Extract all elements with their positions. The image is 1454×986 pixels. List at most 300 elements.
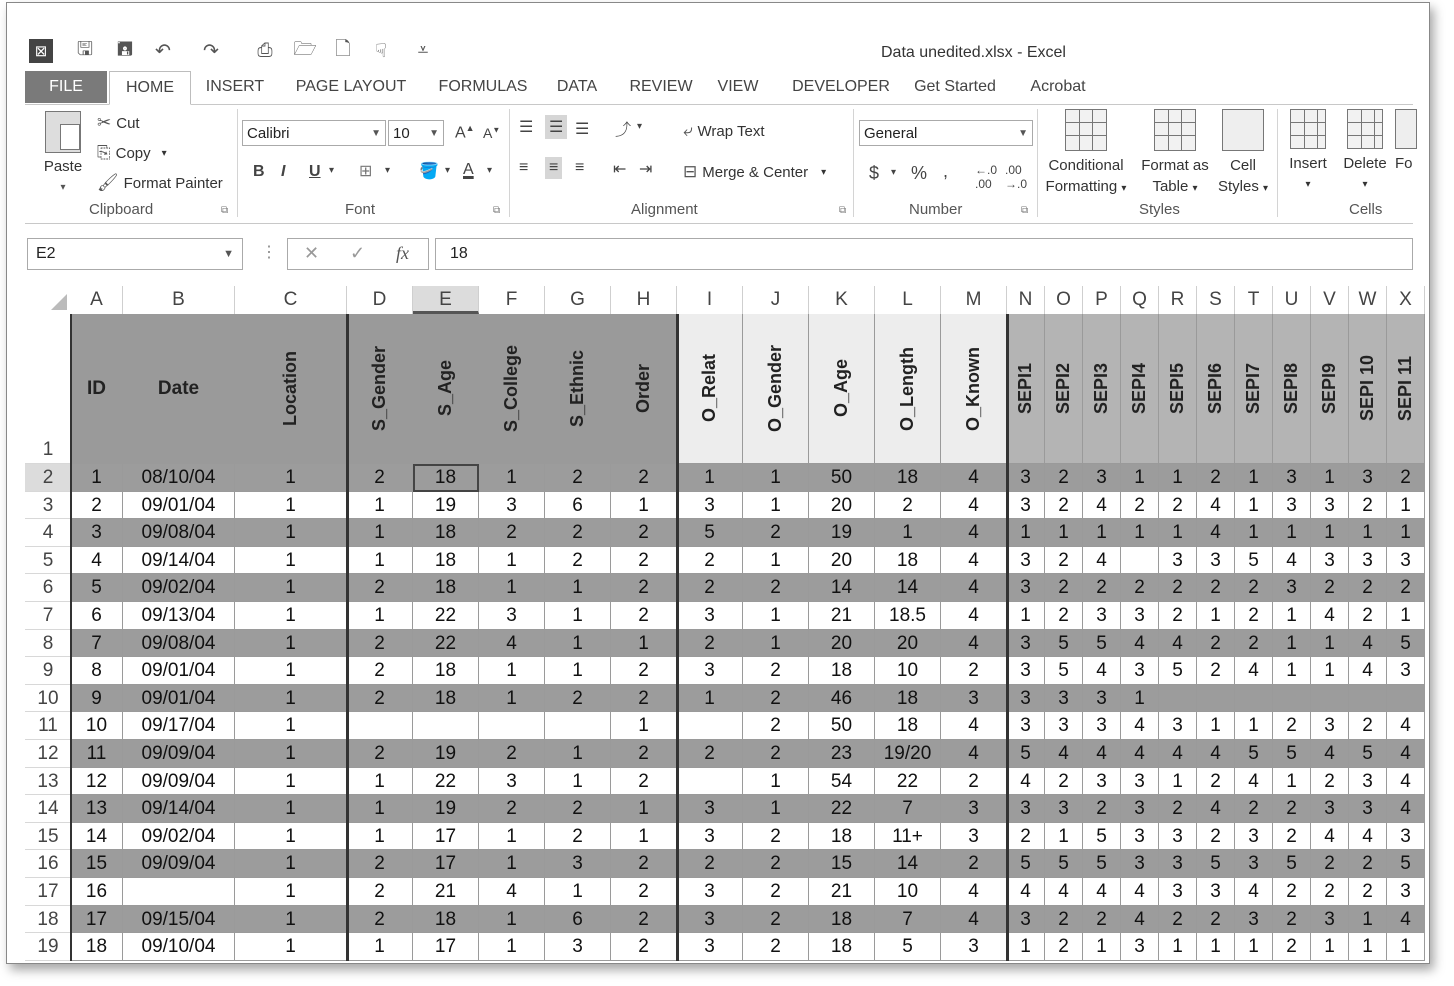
data-cell[interactable]: 4 xyxy=(1121,878,1159,906)
data-cell[interactable]: 2 xyxy=(1235,602,1273,630)
data-cell[interactable]: 2 xyxy=(1311,878,1349,906)
data-cell[interactable]: 1 xyxy=(1273,630,1311,658)
data-cell[interactable]: 50 xyxy=(809,464,875,492)
data-cell[interactable] xyxy=(545,712,611,740)
data-cell[interactable]: 4 xyxy=(479,630,545,658)
font-color-icon[interactable]: A xyxy=(463,161,474,178)
data-cell[interactable]: 2 xyxy=(479,519,545,547)
data-cell[interactable]: 6 xyxy=(545,492,611,520)
borders-icon[interactable]: ⊞ xyxy=(359,163,373,180)
data-cell[interactable]: 1 xyxy=(347,823,413,851)
data-cell[interactable]: 2 xyxy=(545,685,611,713)
data-cell[interactable]: 1 xyxy=(235,547,347,575)
data-cell[interactable]: 1 xyxy=(347,519,413,547)
data-cell[interactable]: 1 xyxy=(545,878,611,906)
data-cell[interactable]: 2 xyxy=(1121,492,1159,520)
data-cell[interactable]: 2 xyxy=(1349,492,1387,520)
header-cell[interactable] xyxy=(123,314,235,464)
data-cell[interactable] xyxy=(1387,685,1425,713)
data-cell[interactable]: 2 xyxy=(1387,574,1425,602)
data-cell[interactable]: 2 xyxy=(743,878,809,906)
header-cell[interactable] xyxy=(941,314,1007,464)
conditional-formatting-button[interactable]: Conditional Formatting ▾ xyxy=(1041,109,1131,199)
data-cell[interactable]: 3 xyxy=(677,602,743,630)
header-cell[interactable] xyxy=(235,314,347,464)
data-cell[interactable]: 3 xyxy=(479,602,545,630)
touch-mode-icon[interactable]: ☟ xyxy=(375,40,387,62)
row-header-16[interactable]: 16 xyxy=(25,850,71,878)
increase-indent-icon[interactable]: ⇥ xyxy=(639,161,653,178)
data-cell[interactable]: 4 xyxy=(941,630,1007,658)
tab-acrobat[interactable]: Acrobat xyxy=(1030,78,1086,95)
row-header-17[interactable]: 17 xyxy=(25,878,71,906)
column-header-s[interactable]: S xyxy=(1197,286,1235,314)
data-cell[interactable]: 3 xyxy=(1007,712,1045,740)
select-all-corner[interactable] xyxy=(25,286,71,314)
data-cell[interactable]: 18 xyxy=(809,933,875,961)
data-cell[interactable]: 2 xyxy=(1273,823,1311,851)
data-cell[interactable]: 1 xyxy=(479,574,545,602)
data-cell[interactable]: 20 xyxy=(809,492,875,520)
data-cell[interactable]: 4 xyxy=(1121,906,1159,934)
data-cell[interactable]: 2 xyxy=(1197,657,1235,685)
data-cell[interactable]: 15 xyxy=(809,850,875,878)
data-cell[interactable]: 21 xyxy=(809,602,875,630)
data-cell[interactable]: 4 xyxy=(1311,740,1349,768)
data-cell[interactable]: 2 xyxy=(677,740,743,768)
header-cell[interactable] xyxy=(875,314,941,464)
clipboard-launcher-icon[interactable]: ⧉ xyxy=(221,205,229,216)
fill-color-icon[interactable]: 🪣 xyxy=(419,163,439,180)
data-cell[interactable] xyxy=(677,712,743,740)
data-cell[interactable]: 18 xyxy=(809,657,875,685)
data-cell[interactable]: 2 xyxy=(611,933,677,961)
data-cell[interactable]: 2 xyxy=(1311,850,1349,878)
data-cell[interactable]: 1 xyxy=(1311,630,1349,658)
column-header-c[interactable]: C xyxy=(235,286,347,314)
data-cell[interactable]: 3 xyxy=(1197,547,1235,575)
column-header-k[interactable]: K xyxy=(809,286,875,314)
data-cell[interactable]: 09/09/04 xyxy=(123,740,235,768)
data-cell[interactable]: 19/20 xyxy=(875,740,941,768)
data-cell[interactable]: 4 xyxy=(1235,768,1273,796)
data-cell[interactable]: 1 xyxy=(1121,519,1159,547)
data-cell[interactable]: 1 xyxy=(1273,519,1311,547)
data-cell[interactable] xyxy=(1121,547,1159,575)
data-cell[interactable]: 3 xyxy=(1007,464,1045,492)
data-cell[interactable]: 4 xyxy=(1349,823,1387,851)
currency-dropdown-icon[interactable]: ▾ xyxy=(891,167,897,178)
data-cell[interactable]: 3 xyxy=(1387,657,1425,685)
data-cell[interactable]: 1 xyxy=(235,492,347,520)
column-header-n[interactable]: N xyxy=(1007,286,1045,314)
data-cell[interactable]: 5 xyxy=(875,933,941,961)
data-cell[interactable]: 2 xyxy=(1197,768,1235,796)
format-cells-button[interactable] xyxy=(1395,109,1425,174)
data-cell[interactable]: 3 xyxy=(1311,492,1349,520)
data-cell[interactable]: 4 xyxy=(1235,878,1273,906)
data-cell[interactable] xyxy=(1235,685,1273,713)
header-cell[interactable] xyxy=(1159,314,1197,464)
data-cell[interactable]: 3 xyxy=(545,933,611,961)
data-cell[interactable]: 6 xyxy=(71,602,123,630)
data-cell[interactable]: 3 xyxy=(1045,685,1083,713)
data-cell[interactable]: 3 xyxy=(1349,464,1387,492)
data-cell[interactable]: 18 xyxy=(413,574,479,602)
data-cell[interactable]: 2 xyxy=(545,464,611,492)
data-cell[interactable] xyxy=(479,712,545,740)
data-cell[interactable]: 2 xyxy=(611,547,677,575)
data-cell[interactable]: 1 xyxy=(1235,933,1273,961)
data-cell[interactable]: 14 xyxy=(875,574,941,602)
data-cell[interactable]: 1 xyxy=(347,795,413,823)
data-cell[interactable]: 2 xyxy=(1045,933,1083,961)
cut-button[interactable] xyxy=(97,113,140,133)
data-cell[interactable]: 1 xyxy=(1159,519,1197,547)
data-cell[interactable]: 1 xyxy=(1235,712,1273,740)
data-cell[interactable]: 2 xyxy=(743,850,809,878)
data-cell[interactable]: 1 xyxy=(1311,519,1349,547)
column-header-d[interactable]: D xyxy=(347,286,413,314)
data-cell[interactable]: 1 xyxy=(235,574,347,602)
data-cell[interactable]: 4 xyxy=(1007,768,1045,796)
tab-review[interactable]: REVIEW xyxy=(629,78,693,95)
data-cell[interactable]: 3 xyxy=(677,878,743,906)
data-cell[interactable]: 3 xyxy=(1159,823,1197,851)
data-cell[interactable]: 10 xyxy=(71,712,123,740)
data-cell[interactable]: 5 xyxy=(1045,630,1083,658)
row-header-1[interactable]: 1 xyxy=(25,314,71,464)
data-cell[interactable]: 3 xyxy=(1007,657,1045,685)
data-cell[interactable]: 1 xyxy=(1159,933,1197,961)
wrap-text-button[interactable] xyxy=(683,121,765,141)
data-cell[interactable]: 5 xyxy=(1083,630,1121,658)
data-cell[interactable] xyxy=(413,712,479,740)
merge-center-button[interactable] xyxy=(683,162,826,182)
data-cell[interactable]: 18 xyxy=(413,906,479,934)
data-cell[interactable]: 54 xyxy=(809,768,875,796)
data-cell[interactable]: 4 xyxy=(1197,795,1235,823)
data-cell[interactable]: 2 xyxy=(1045,906,1083,934)
data-cell[interactable]: 1 xyxy=(235,602,347,630)
data-cell[interactable]: 7 xyxy=(875,906,941,934)
data-cell[interactable]: 2 xyxy=(611,906,677,934)
data-cell[interactable]: 18 xyxy=(413,547,479,575)
column-header-i[interactable]: I xyxy=(677,286,743,314)
new-document-icon[interactable]: 🗋 xyxy=(335,39,351,60)
data-cell[interactable]: 2 xyxy=(1273,795,1311,823)
data-cell[interactable]: 23 xyxy=(809,740,875,768)
data-cell[interactable]: 18 xyxy=(875,712,941,740)
column-header-b[interactable]: B xyxy=(123,286,235,314)
row-header-9[interactable]: 9 xyxy=(25,657,71,685)
data-cell[interactable]: 20 xyxy=(809,630,875,658)
data-cell[interactable]: 1 xyxy=(479,547,545,575)
data-cell[interactable]: 4 xyxy=(941,464,1007,492)
format-as-table-button[interactable]: Format as Table ▾ xyxy=(1137,109,1213,199)
insert-cells-button[interactable]: Insert ▾ xyxy=(1283,109,1333,195)
header-cell[interactable] xyxy=(1121,314,1159,464)
data-cell[interactable]: 14 xyxy=(875,850,941,878)
tab-insert[interactable]: INSERT xyxy=(205,78,265,95)
data-cell[interactable]: 3 xyxy=(1083,464,1121,492)
data-cell[interactable]: 2 xyxy=(743,712,809,740)
row-header-2[interactable]: 2 xyxy=(25,464,71,492)
data-cell[interactable]: 2 xyxy=(611,768,677,796)
column-header-m[interactable]: M xyxy=(941,286,1007,314)
data-cell[interactable]: 2 xyxy=(1235,630,1273,658)
data-cell[interactable]: 2 xyxy=(1235,795,1273,823)
data-cell[interactable]: 18 xyxy=(71,933,123,961)
data-cell[interactable]: 19 xyxy=(413,795,479,823)
data-cell[interactable]: 18 xyxy=(413,657,479,685)
data-cell[interactable] xyxy=(677,768,743,796)
data-cell[interactable]: 5 xyxy=(1045,657,1083,685)
data-cell[interactable]: 1 xyxy=(743,630,809,658)
header-cell[interactable] xyxy=(413,314,479,464)
data-cell[interactable]: 3 xyxy=(1349,768,1387,796)
header-cell[interactable] xyxy=(611,314,677,464)
number-launcher-icon[interactable]: ⧉ xyxy=(1021,205,1029,216)
merge-dropdown-icon[interactable]: ▾ xyxy=(821,166,827,178)
data-cell[interactable]: 2 xyxy=(1387,464,1425,492)
data-cell[interactable]: 09/10/04 xyxy=(123,933,235,961)
excel-logo-icon[interactable]: ⊠ xyxy=(29,39,53,63)
data-cell[interactable]: 4 xyxy=(941,740,1007,768)
column-header-o[interactable]: O xyxy=(1045,286,1083,314)
data-cell[interactable]: 4 xyxy=(1083,878,1121,906)
data-cell[interactable]: 1 xyxy=(1159,464,1197,492)
data-cell[interactable]: 1 xyxy=(545,602,611,630)
data-cell[interactable]: 5 xyxy=(1007,850,1045,878)
format-painter-button[interactable] xyxy=(97,173,223,193)
column-header-h[interactable]: H xyxy=(611,286,677,314)
decrease-decimal-icon[interactable]: .00 →.0 xyxy=(1005,163,1028,191)
data-cell[interactable]: 2 xyxy=(611,685,677,713)
tab-page-layout[interactable]: PAGE LAYOUT xyxy=(295,78,407,95)
tab-file[interactable]: FILE xyxy=(25,71,107,103)
print-icon[interactable]: ⎙ xyxy=(257,40,273,61)
data-cell[interactable]: 2 xyxy=(611,740,677,768)
data-cell[interactable]: 2 xyxy=(347,906,413,934)
data-cell[interactable]: 2 xyxy=(1159,795,1197,823)
tab-view[interactable]: VIEW xyxy=(717,78,759,95)
data-cell[interactable]: 3 xyxy=(1121,602,1159,630)
data-cell[interactable]: 3 xyxy=(1007,547,1045,575)
data-cell[interactable]: 1 xyxy=(1387,519,1425,547)
data-cell[interactable]: 4 xyxy=(1083,657,1121,685)
data-cell[interactable]: 2 xyxy=(1045,492,1083,520)
data-cell[interactable]: 4 xyxy=(1083,492,1121,520)
row-header-3[interactable]: 3 xyxy=(25,492,71,520)
data-cell[interactable]: 1 xyxy=(1235,464,1273,492)
formula-input[interactable]: 18 xyxy=(435,238,1413,270)
tab-developer[interactable]: DEVELOPER xyxy=(792,78,890,95)
data-cell[interactable]: 4 xyxy=(1387,740,1425,768)
data-cell[interactable]: 1 xyxy=(1273,602,1311,630)
data-cell[interactable]: 4 xyxy=(941,492,1007,520)
data-cell[interactable]: 3 xyxy=(1083,768,1121,796)
data-cell[interactable]: 12 xyxy=(71,768,123,796)
data-cell[interactable]: 3 xyxy=(941,933,1007,961)
header-cell[interactable] xyxy=(1045,314,1083,464)
data-cell[interactable]: 1 xyxy=(1387,933,1425,961)
data-cell[interactable]: 14 xyxy=(71,823,123,851)
tab-formulas[interactable]: FORMULAS xyxy=(438,78,528,95)
data-cell[interactable]: 2 xyxy=(611,464,677,492)
save-icon[interactable]: 🖫 xyxy=(76,39,94,60)
data-cell[interactable]: 2 xyxy=(347,850,413,878)
italic-button[interactable]: I xyxy=(281,163,286,180)
number-format-select[interactable] xyxy=(859,120,1033,146)
redo-icon[interactable]: ↷ xyxy=(203,40,219,62)
data-cell[interactable]: 4 xyxy=(1045,878,1083,906)
data-cell[interactable]: 1 xyxy=(347,602,413,630)
data-cell[interactable]: 2 xyxy=(545,823,611,851)
data-cell[interactable]: 3 xyxy=(545,850,611,878)
data-cell[interactable]: 5 xyxy=(1045,850,1083,878)
data-cell[interactable]: 1 xyxy=(545,574,611,602)
header-cell[interactable] xyxy=(347,314,413,464)
row-header-10[interactable]: 10 xyxy=(25,685,71,713)
row-header-11[interactable]: 11 xyxy=(25,712,71,740)
data-cell[interactable]: 1 xyxy=(1235,519,1273,547)
data-cell[interactable]: 3 xyxy=(1311,712,1349,740)
data-cell[interactable]: 1 xyxy=(875,519,941,547)
data-cell[interactable]: 2 xyxy=(1197,574,1235,602)
data-cell[interactable]: 2 xyxy=(1045,602,1083,630)
data-cell[interactable]: 3 xyxy=(1235,906,1273,934)
customize-qat-icon[interactable]: ⩡ xyxy=(417,40,429,61)
data-cell[interactable]: 2 xyxy=(347,574,413,602)
data-cell[interactable]: 10 xyxy=(875,657,941,685)
header-cell[interactable] xyxy=(71,314,123,464)
data-cell[interactable]: 3 xyxy=(1235,823,1273,851)
data-cell[interactable]: 2 xyxy=(545,547,611,575)
percent-button[interactable]: % xyxy=(911,163,928,183)
data-cell[interactable]: 1 xyxy=(677,685,743,713)
data-cell[interactable]: 1 xyxy=(235,712,347,740)
data-cell[interactable]: 2 xyxy=(347,657,413,685)
column-header-w[interactable]: W xyxy=(1349,286,1387,314)
header-cell[interactable] xyxy=(1083,314,1121,464)
data-cell[interactable]: 1 xyxy=(1387,492,1425,520)
data-cell[interactable]: 2 xyxy=(611,878,677,906)
data-cell[interactable]: 5 xyxy=(71,574,123,602)
data-cell[interactable]: 2 xyxy=(545,795,611,823)
data-cell[interactable]: 2 xyxy=(743,740,809,768)
data-cell[interactable]: 18 xyxy=(413,685,479,713)
column-header-l[interactable]: L xyxy=(875,286,941,314)
data-cell[interactable]: 2 xyxy=(347,630,413,658)
row-header-5[interactable]: 5 xyxy=(25,547,71,575)
data-cell[interactable]: 3 xyxy=(1083,685,1121,713)
data-cell[interactable]: 5 xyxy=(1083,823,1121,851)
header-cell[interactable] xyxy=(1273,314,1311,464)
data-cell[interactable]: 2 xyxy=(1349,602,1387,630)
data-cell[interactable]: 1 xyxy=(1349,933,1387,961)
data-cell[interactable]: 3 xyxy=(1045,795,1083,823)
data-cell[interactable]: 1 xyxy=(1311,933,1349,961)
row-header-13[interactable]: 13 xyxy=(25,768,71,796)
data-cell[interactable]: 17 xyxy=(413,850,479,878)
data-cell[interactable]: 1 xyxy=(1007,519,1045,547)
data-cell[interactable]: 1 xyxy=(479,464,545,492)
borders-dropdown-icon[interactable]: ▾ xyxy=(385,165,391,176)
data-cell[interactable]: 2 xyxy=(1083,574,1121,602)
data-cell[interactable]: 2 xyxy=(347,685,413,713)
data-cell[interactable]: 1 xyxy=(743,602,809,630)
data-cell[interactable]: 4 xyxy=(71,547,123,575)
data-cell[interactable]: 09/14/04 xyxy=(123,795,235,823)
data-cell[interactable]: 17 xyxy=(71,906,123,934)
data-cell[interactable]: 1 xyxy=(1083,519,1121,547)
data-cell[interactable]: 3 xyxy=(1311,795,1349,823)
row-header-4[interactable]: 4 xyxy=(25,519,71,547)
data-cell[interactable]: 3 xyxy=(1273,574,1311,602)
header-cell[interactable] xyxy=(1007,314,1045,464)
data-cell[interactable]: 5 xyxy=(1235,547,1273,575)
delete-cells-button[interactable]: Delete ▾ xyxy=(1339,109,1391,195)
header-cell[interactable] xyxy=(743,314,809,464)
data-cell[interactable]: 1 xyxy=(235,464,347,492)
data-cell[interactable] xyxy=(123,878,235,906)
data-cell[interactable]: 1 xyxy=(1045,519,1083,547)
data-cell[interactable]: 2 xyxy=(1045,768,1083,796)
data-cell[interactable]: 4 xyxy=(1045,740,1083,768)
data-cell[interactable]: 1 xyxy=(611,630,677,658)
data-cell[interactable]: 3 xyxy=(1121,768,1159,796)
data-cell[interactable]: 1 xyxy=(235,933,347,961)
row-header-15[interactable]: 15 xyxy=(25,823,71,851)
header-cell[interactable] xyxy=(1311,314,1349,464)
data-cell[interactable]: 09/01/04 xyxy=(123,657,235,685)
data-cell[interactable]: 1 xyxy=(1083,933,1121,961)
data-cell[interactable]: 2 xyxy=(1349,878,1387,906)
data-cell[interactable]: 2 xyxy=(479,795,545,823)
align-top-icon[interactable]: ☰ xyxy=(519,119,534,136)
tab-home[interactable]: HOME xyxy=(109,71,191,105)
data-cell[interactable]: 1 xyxy=(347,547,413,575)
data-cell[interactable]: 09/09/04 xyxy=(123,768,235,796)
data-cell[interactable]: 2 xyxy=(743,823,809,851)
data-cell[interactable]: 4 xyxy=(479,878,545,906)
data-cell[interactable]: 22 xyxy=(413,602,479,630)
data-cell[interactable]: 2 xyxy=(677,850,743,878)
enter-icon[interactable]: ✓ xyxy=(350,243,366,263)
data-cell[interactable]: 3 xyxy=(677,795,743,823)
data-cell[interactable]: 1 xyxy=(479,906,545,934)
data-cell[interactable]: 2 xyxy=(743,519,809,547)
data-cell[interactable]: 4 xyxy=(941,547,1007,575)
data-cell[interactable]: 1 xyxy=(1273,768,1311,796)
data-cell[interactable]: 3 xyxy=(1121,795,1159,823)
data-cell[interactable]: 2 xyxy=(743,933,809,961)
data-cell[interactable]: 2 xyxy=(611,519,677,547)
data-cell[interactable]: 2 xyxy=(71,492,123,520)
data-cell[interactable]: 1 xyxy=(235,685,347,713)
data-cell[interactable] xyxy=(1197,685,1235,713)
data-cell[interactable]: 1 xyxy=(545,630,611,658)
data-cell[interactable]: 2 xyxy=(941,768,1007,796)
data-cell[interactable]: 3 xyxy=(1007,906,1045,934)
data-cell[interactable]: 2 xyxy=(941,657,1007,685)
open-folder-icon[interactable]: 🗁 xyxy=(293,39,317,60)
data-cell[interactable]: 4 xyxy=(1311,602,1349,630)
data-cell[interactable]: 6 xyxy=(545,906,611,934)
data-cell[interactable]: 2 xyxy=(611,574,677,602)
data-cell[interactable]: 09/02/04 xyxy=(123,574,235,602)
